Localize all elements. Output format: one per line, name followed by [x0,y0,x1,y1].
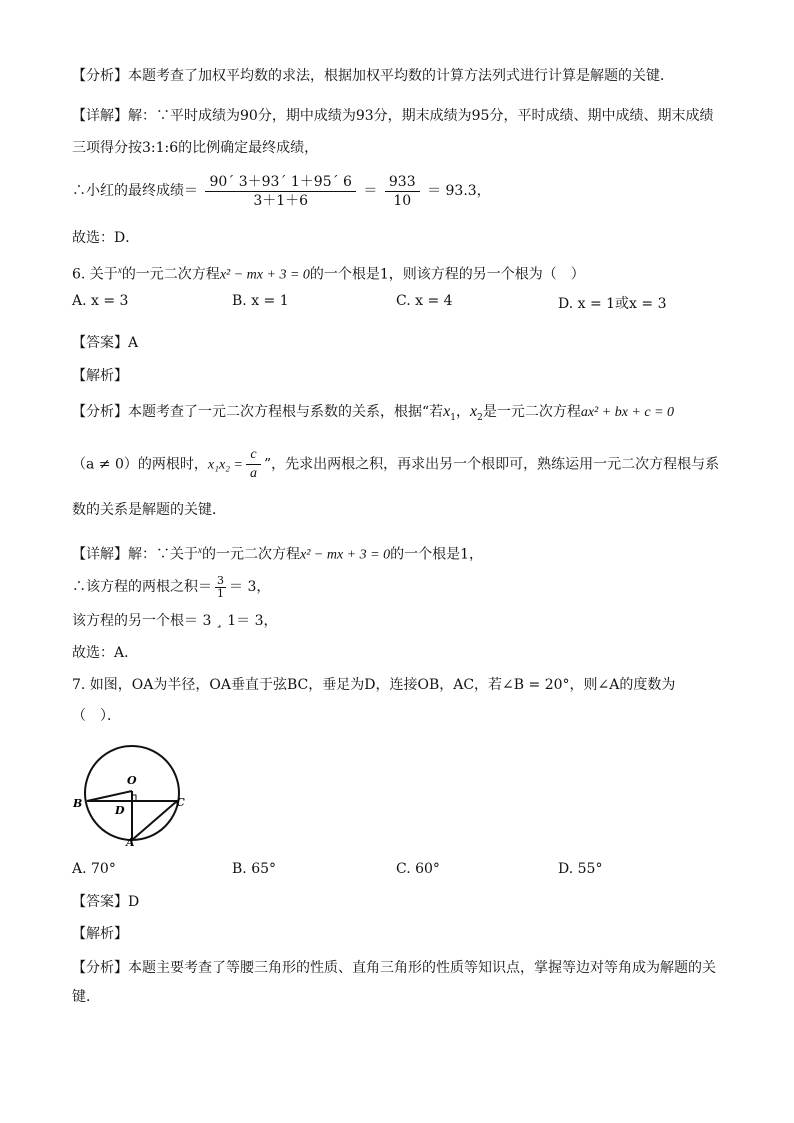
root-product: x₁x₂ = [207,457,243,473]
analysis-text: 本题考查了一元二次方程根与系数的关系，根据“若 [128,404,444,420]
q7-answer [72,892,139,912]
fraction-numerator-2: 933 [385,173,420,192]
detail-product-text: ∴该方程的两根之积＝ [72,579,212,595]
q5-analysis [72,66,674,86]
detail-text: 解：∵平时成绩为90分，期中成绩为93分，期末成绩为95分，平时成绩、期中成绩、期末成绩 [128,108,714,124]
product-fraction [215,575,226,600]
q7-option-d: D. 55° [558,861,603,877]
detail-text: 解：∵关于 [128,546,198,563]
q7-stem-line1: 7. 如图，OA为半径，OA垂直于弦BC，垂足为D，连接OB，AC，若∠B = 20°，则∠A的度数为 [72,677,676,693]
q6-detail-line3: 该方程的另一个根＝ 3 ¸ 1＝ 3， [72,613,278,629]
detail-equation: x² − mx + 3 = 0 [300,547,391,563]
q5-detail-line2: 三项得分按3:1:6的比例确定最终成绩， [72,140,319,156]
q5-choice: 故选：D． [72,230,140,246]
q5-equation [72,172,491,210]
equation-fraction [205,173,356,210]
root-x2: x [470,403,478,420]
q7-analysis-line1 [72,958,716,978]
analysis-tag: 【分析】 [72,960,128,976]
q6-analysis-line2 [72,446,719,484]
product-numerator: 3 [217,573,224,587]
detail-text-c: 的一个根是1， [390,546,483,563]
answer-value: A [128,335,139,351]
label-c: C [176,796,185,809]
analysis-text-c: ”，先求出两根之积，再求出另一个根即可，熟练运用一元二次方程根与系 [264,456,720,473]
q6-jiexi: 【解析】 [72,368,128,384]
detail-product-result: ＝ 3， [229,579,271,595]
stem-middle: 的一元二次方程 [121,266,220,283]
q7-analysis-line2: 键． [72,989,100,1005]
stem-suffix: 的一个根是1，则该方程的另一个根为（ ） [309,266,585,283]
q6-analysis-line3: 数的关系是解题的关键． [72,502,226,518]
analysis-tag: 【分析】 [72,404,128,420]
fraction-denominator: 3＋1＋6 [253,192,309,209]
vieta-fraction [246,446,261,483]
analysis-text-b: 是一元二次方程 [482,404,581,420]
q6-option-b: B. x = 1 [232,293,289,309]
q6-option-c: C. x = 4 [396,293,453,309]
root-x1: x [443,403,451,420]
q7-stem-line2: （ ）． [72,708,121,724]
analysis-condition: （a ≠ 0）的两根时， [72,456,208,473]
vieta-denominator: a [250,466,257,481]
detail-tag: 【详解】 [72,108,128,124]
q7-option-b: B. 65° [232,861,277,877]
segment-ob [87,791,132,801]
fraction-numerator: 90´ 3＋93´ 1＋95´ 6 [205,173,356,192]
q5-detail-line1 [72,106,713,126]
q7-option-a: A. 70° [72,861,116,877]
q7-jiexi: 【解析】 [72,926,128,942]
analysis-text: 本题考查了加权平均数的求法，根据加权平均数的计算方法列式进行计算是解题的关键． [128,68,674,84]
separator: ， [456,404,470,420]
q6-option-a: A. x = 3 [72,293,129,309]
product-denominator: 1 [217,586,224,600]
vieta-numerator: c [246,446,261,465]
q6-answer [72,333,138,353]
detail-variable: x [198,545,202,555]
analysis-text: 本题主要考查了等腰三角形的性质、直角三角形的性质等知识点，掌握等边对等角成为解题的关 [128,960,716,976]
equals-sign: ＝ [363,183,378,199]
label-b: B [73,797,83,810]
stem-prefix: 6. 关于 [72,266,118,283]
detail-text-b: 的一元二次方程 [202,546,300,563]
circle-figure [70,740,200,850]
detail-tag: 【详解】 [72,546,128,563]
answer-tag: 【答案】 [72,335,128,351]
equation-prefix: ∴小红的最终成绩＝ [72,183,198,199]
label-a: A [126,836,135,849]
answer-value: D [128,894,140,910]
q6-stem [72,260,585,286]
q6-detail-line1 [72,540,483,566]
q7-option-c: C. 60° [396,861,440,877]
general-equation: ax² + bx + c = 0 [580,405,675,420]
answer-tag: 【答案】 [72,894,128,910]
stem-equation: x² − mx + 3 = 0 [219,267,310,283]
q6-option-d: D. x = 1或x = 3 [558,296,667,312]
label-o: O [127,774,137,787]
stem-variable: x [117,265,122,275]
fraction-denominator-2: 10 [393,192,412,209]
q6-choice: 故选：A． [72,645,139,661]
q6-detail-line2 [72,572,270,602]
equation-result: ＝ 93.3， [427,183,491,199]
equation-fraction-2 [385,173,420,210]
q6-analysis-line1: 【分析】本题考查了一元二次方程根与系数的关系，根据“若$x_1$，$x_2$是一元二次方程ax² + bx + c = 0 [72,403,675,423]
analysis-tag: 【分析】 [72,68,128,84]
label-d: D [115,804,125,817]
